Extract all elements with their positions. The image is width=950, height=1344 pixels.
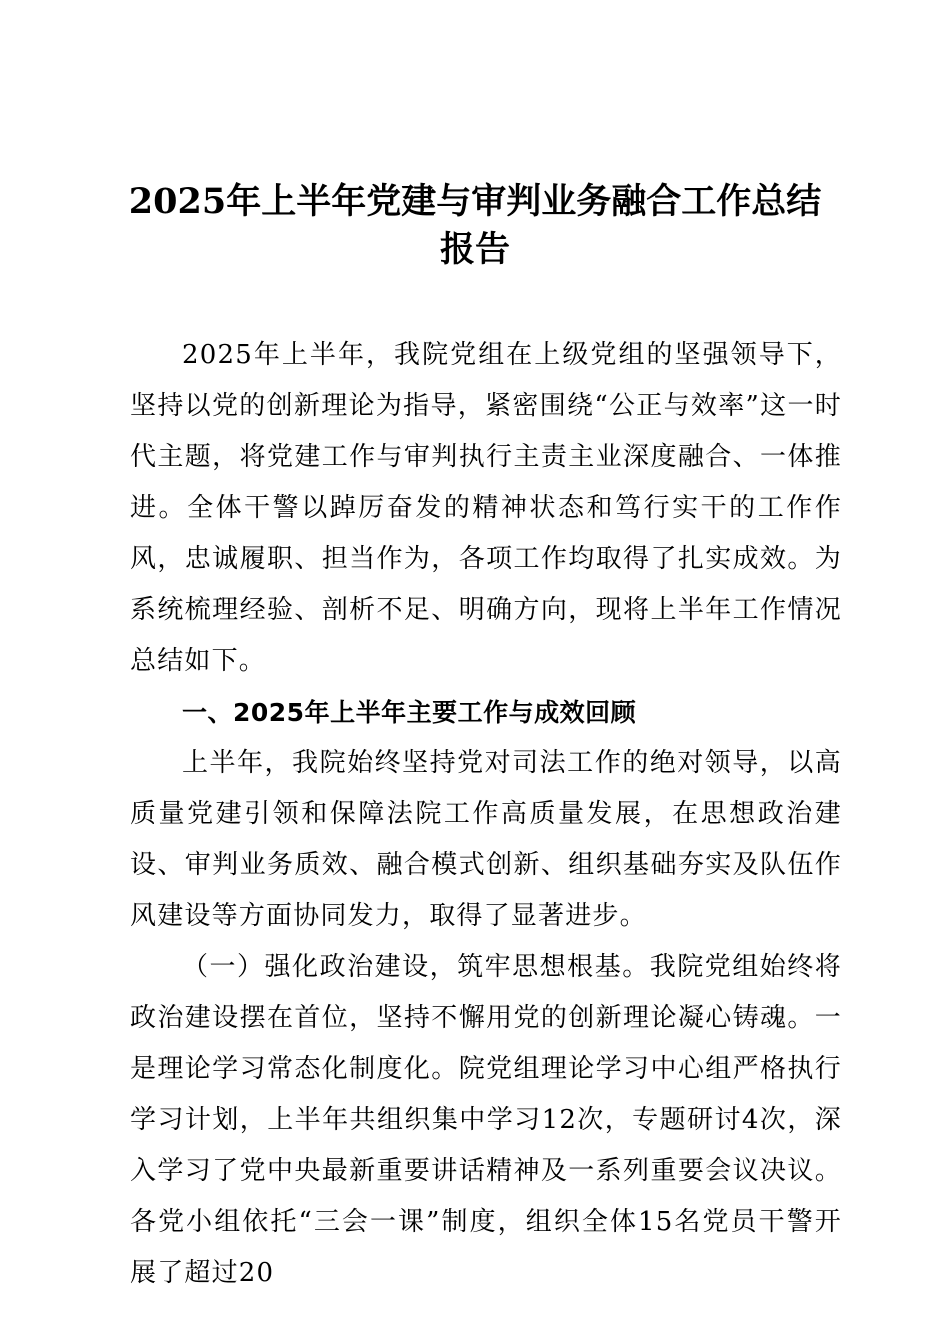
section-heading: 一、2025年上半年主要工作与成效回顾	[182, 698, 637, 727]
section-paragraph: 上半年，我院始终坚持党对司法工作的绝对领导，以高质量党建引领和保障法院工作高质量发展，在思想政治建设、审判业务质效、融合模式创新、组织基础夯实及队伍作风建设等方面协同发力，取得了显著进步。	[130, 748, 842, 931]
intro-paragraph: 2025年上半年，我院党组在上级党组的坚强领导下，坚持以党的创新理论为指导，紧密围绕“公正与效率”这一时代主题，将党建工作与审判执行主责主业深度融合、一体推进。全体干警以踔厉奋发的精神状态和笃行实干的工作作风，忠诚履职、担当作为，各项工作均取得了扎实成效。为系统梳理经验、剖析不足、明确方向，现将上半年工作情况总结如下。	[130, 340, 842, 676]
title-line-1: 2025年上半年党建与审判业务融合工作总结	[128, 181, 822, 222]
document-body	[130, 330, 842, 1299]
document-title	[110, 178, 840, 274]
title-line-2: 报告	[439, 229, 510, 270]
subsection-paragraph: （一）强化政治建设，筑牢思想根基。我院党组始终将政治建设摆在首位，坚持不懈用党的创新理论凝心铸魂。一是理论学习常态化制度化。院党组理论学习中心组严格执行学习计划，上半年共组织集中学习12次，专题研讨4次，深入学习了党中央最新重要讲话精神及一系列重要会议决议。各党小组依托“三会一课”制度，组织全体15名党员干警开展了超过20	[130, 952, 842, 1288]
